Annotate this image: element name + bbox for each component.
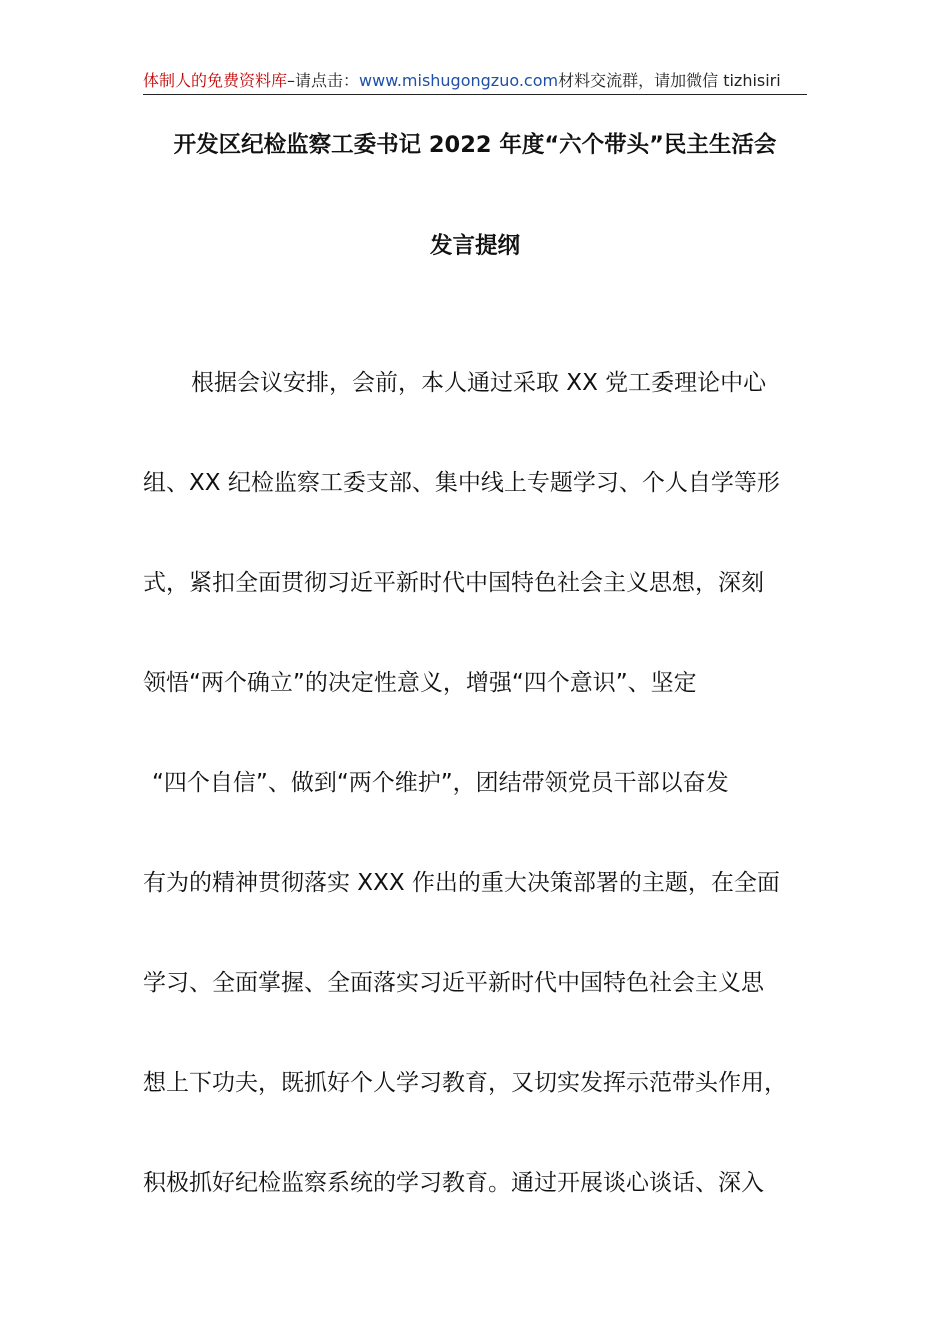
body-line: 组、XX 纪检监察工委支部、集中线上专题学习、个人自学等形	[143, 470, 780, 496]
body-line: 根据会议安排，会前，本人通过采取 XX 党工委理论中心	[191, 370, 767, 396]
body-line: “四个自信”、做到“两个维护”，团结带领党员干部以奋发	[152, 770, 729, 796]
document-title: 开发区纪检监察工委书记 2022 年度“六个带头”民主生活会	[173, 132, 777, 158]
header-site-link[interactable]: www.mishugongzuo.com	[359, 71, 559, 90]
body-line: 领悟“两个确立”的决定性意义，增强“四个意识”、坚定	[143, 670, 697, 696]
header-prompt: –请点击：	[287, 71, 360, 90]
document-subtitle: 发言提纲	[429, 233, 520, 259]
body-line: 想上下功夫，既抓好个人学习教育，又切实发挥示范带头作用，	[143, 1070, 787, 1096]
body-line: 式，紧扣全面贯彻习近平新时代中国特色社会主义思想，深刻	[143, 570, 764, 596]
header-contact: 材料交流群，请加微信 tizhisiri	[558, 71, 781, 90]
body-line: 学习、全面掌握、全面落实习近平新时代中国特色社会主义思	[143, 970, 764, 996]
body-line: 有为的精神贯彻落实 XXX 作出的重大决策部署的主题，在全面	[143, 870, 780, 896]
body-line: 积极抓好纪检监察系统的学习教育。通过开展谈心谈话、深入	[143, 1170, 764, 1196]
header-brand: 体制人的免费资料库	[143, 71, 288, 90]
header-banner	[143, 68, 807, 95]
